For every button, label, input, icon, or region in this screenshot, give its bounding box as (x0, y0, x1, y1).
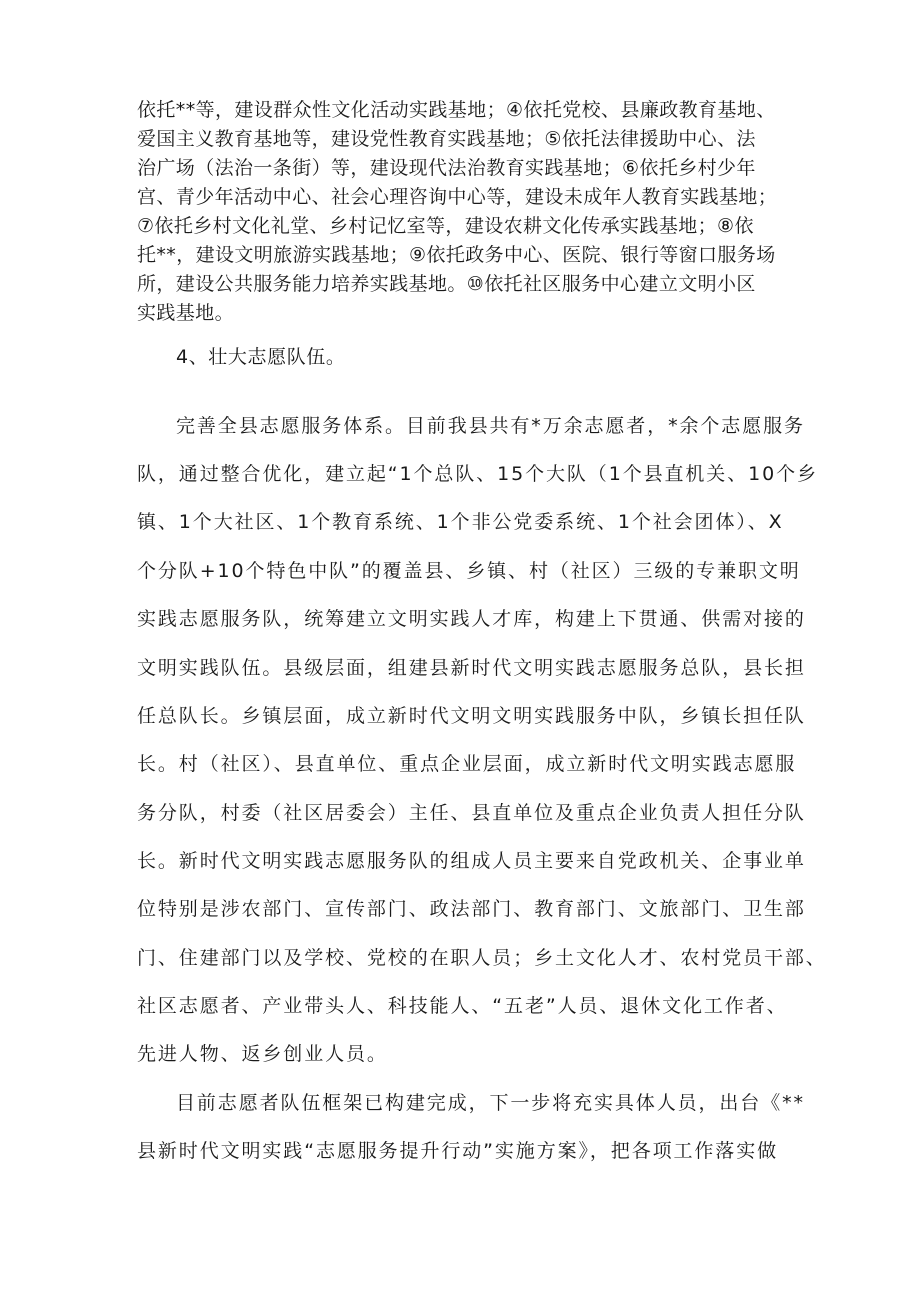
text-line: 门、住建部门以及学校、党校的在职人员；乡土文化人才、农村党员干部、 (137, 947, 827, 969)
text-line: 位特别是涉农部门、宣传部门、政法部门、教育部门、文旅部门、卫生部 (137, 898, 806, 920)
text-line: 务分队，村委（社区居委会）主任、县直单位及重点企业负责人担任分队 (137, 802, 806, 824)
text-line: 完善全县志愿服务体系。目前我县共有*万余志愿者，*余个志愿服务 (176, 415, 805, 437)
text-line: 实践志愿服务队，统筹建立文明实践人才库，构建上下贯通、供需对接的 (137, 608, 806, 630)
text-line: 托**，建设文明旅游实践基地；⑨依托政务中心、医院、银行等窗口服务场 (137, 244, 776, 266)
text-line: 长。新时代文明实践志愿服务队的组成人员主要来自党政机关、企事业单 (137, 850, 806, 872)
text-line: 依托**等，建设群众性文化活动实践基地；④依托党校、县廉政教育基地、 (137, 99, 776, 121)
text-line: 先进人物、返乡创业人员。 (137, 1043, 388, 1065)
text-line: 所，建设公共服务能力培养实践基地。⑩依托社区服务中心建立文明小区 (137, 273, 756, 295)
section-heading: 4、壮大志愿队伍。 (176, 346, 346, 368)
text-line: ⑦依托乡村文化礼堂、乡村记忆室等，建设农耕文化传承实践基地；⑧依 (137, 215, 754, 237)
text-line: 实践基地。 (137, 302, 235, 324)
text-line: 长。村（社区）、县直单位、重点企业层面，成立新时代文明实践志愿服 (137, 753, 797, 775)
text-line: 个分队+10个特色中队”的覆盖县、乡镇、村（社区）三级的专兼职文明 (137, 560, 801, 582)
text-line: 爱国主义教育基地等，建设党性教育实践基地；⑤依托法律援助中心、法 (137, 128, 756, 150)
text-line: 社区志愿者、产业带头人、科技能人、“五老”人员、退休文化工作者、 (137, 995, 788, 1017)
text-line: 治广场（法治一条街）等，建设现代法治教育实践基地；⑥依托乡村少年 (137, 157, 756, 179)
text-line: 任总队长。乡镇层面，成立新时代文明文明实践服务中队，乡镇长担任队 (137, 705, 806, 727)
text-line: 县新时代文明实践“志愿服务提升行动”实施方案》，把各项工作落实做 (137, 1140, 778, 1162)
text-line: 宫、青少年活动中心、社会心理咨询中心等，建设未成年人教育实践基地； (137, 186, 778, 208)
text-line: 目前志愿者队伍框架已构建完成，下一步将充实具体人员，出台《** (176, 1092, 805, 1114)
text-line: 队，通过整合优化，建立起“1个总队、15个大队（1个县直机关、10个乡 (137, 463, 818, 485)
text-line: 文明实践队伍。县级层面，组建县新时代文明实践志愿服务总队，县长担 (137, 657, 806, 679)
text-line: 镇、1个大社区、1个教育系统、1个非公党委系统、1个社会团体）、X (137, 511, 784, 533)
